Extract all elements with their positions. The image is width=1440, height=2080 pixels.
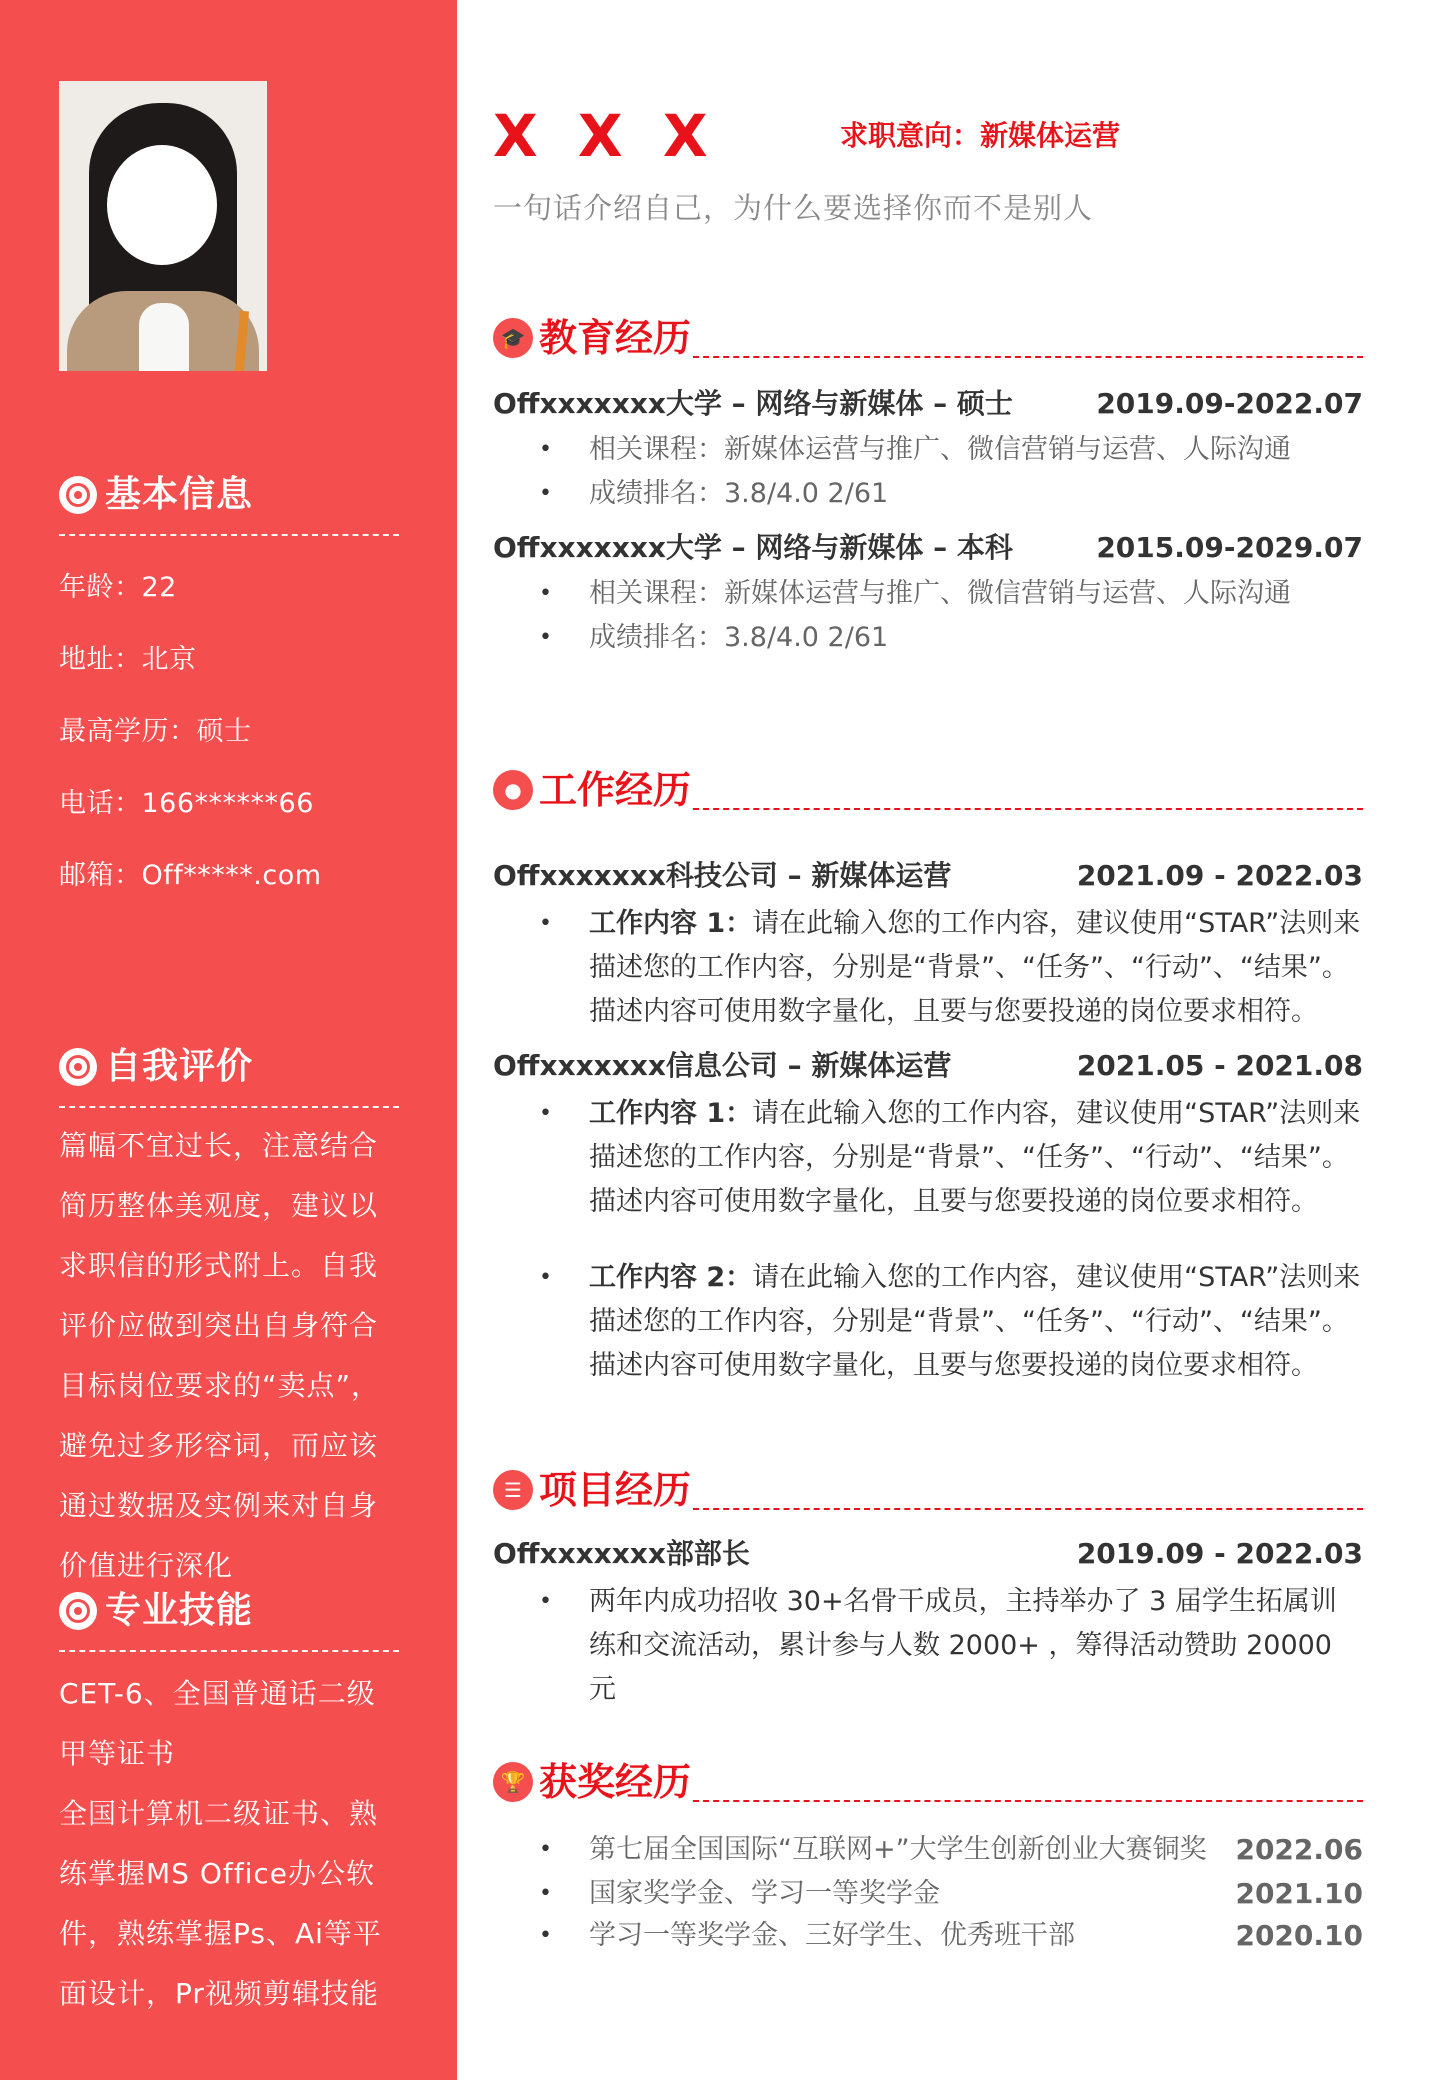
divider <box>693 1800 1363 1802</box>
list-item: • 相关课程：新媒体运营与推广、微信营销与运营、人际沟通 <box>493 572 1363 616</box>
info-email: 邮箱：Off*****.com <box>59 860 322 891</box>
education-title: 教育经历 <box>539 316 692 360</box>
info-degree: 最高学历：硕士 <box>59 716 252 747</box>
user-icon <box>59 476 97 514</box>
awards-section <box>493 1756 1363 1956</box>
main-content <box>457 0 1440 2080</box>
skills-title: 专业技能 <box>105 1590 254 1631</box>
award-name: • 国家奖学金、学习一等奖学金 <box>589 1878 940 1909</box>
graduation-cap-icon: 🎓 <box>493 318 533 358</box>
list-item: • 相关课程：新媒体运营与推广、微信营销与运营、人际沟通 <box>493 428 1363 472</box>
award-date: 2021.10 <box>1235 1877 1363 1910</box>
item-label: 工作内容 1： <box>589 908 753 939</box>
self-eval-section <box>59 1042 399 1596</box>
user-icon <box>59 1592 97 1630</box>
list-item <box>493 1916 1363 1956</box>
work-entry <box>493 1046 1363 1388</box>
item-label: 工作内容 2： <box>589 1262 753 1293</box>
education-section <box>493 312 1363 660</box>
list-item: • 成绩排名：3.8/4.0 2/61 <box>493 472 1363 516</box>
entry-date: 2021.05 - 2021.08 <box>1076 1049 1363 1082</box>
skills-section <box>59 1586 399 2024</box>
info-address: 地址：北京 <box>59 644 197 675</box>
awards-title: 获奖经历 <box>539 1760 692 1804</box>
project-section <box>493 1464 1363 1712</box>
entry-date: 2019.09-2022.07 <box>1096 387 1363 420</box>
entry-date: 2019.09 - 2022.03 <box>1076 1537 1363 1570</box>
work-title: 工作经历 <box>539 768 692 812</box>
item-text: 请在此输入您的工作内容，建议使用“STAR”法则来描述您的工作内容，分别是“背景”、“任务”、“行动”、“结果”。描述内容可使用数字量化，且要与您要投递的岗位要求相符。 <box>589 908 1361 1027</box>
divider <box>693 1508 1363 1510</box>
job-intention: 求职意向：新媒体运营 <box>840 119 1121 152</box>
basic-info-title: 基本信息 <box>105 474 254 515</box>
company-name: Offxxxxxxx信息公司 – 新媒体运营 <box>493 1049 952 1082</box>
basic-info-section <box>59 470 399 894</box>
award-date: 2022.06 <box>1235 1833 1363 1866</box>
self-eval-text: 篇幅不宜过长，注意结合简历整体美观度，建议以求职信的形式附上。自我评价应做到突出自身符合目标岗位要求的“卖点”，避免过多形容词，而应该通过数据及实例来对自身价值进行深化 <box>59 1129 381 1582</box>
divider <box>59 534 399 536</box>
project-role: Offxxxxxxx部部长 <box>493 1537 750 1570</box>
project-title: 项目经历 <box>539 1468 692 1512</box>
skill-item: CET-6、全国普通话二级甲等证书 <box>59 1677 376 1770</box>
divider <box>693 356 1363 358</box>
list-item: • 两年内成功招收 30+名骨干成员，主持举办了 3 届学生拓属训练和交流活动，累计参与人数 2000+ ，筹得活动赞助 20000 元 <box>493 1580 1363 1712</box>
list-item <box>493 902 1363 1034</box>
item-text: 请在此输入您的工作内容，建议使用“STAR”法则来描述您的工作内容，分别是“背景”、“任务”、“行动”、“结果”。描述内容可使用数字量化，且要与您要投递的岗位要求相符。 <box>589 1098 1361 1217</box>
user-icon <box>59 1048 97 1086</box>
self-eval-title: 自我评价 <box>105 1046 254 1087</box>
divider <box>693 808 1363 810</box>
list-item: • 成绩排名：3.8/4.0 2/61 <box>493 616 1363 660</box>
award-name: • 第七届全国国际“互联网+”大学生创新创业大赛铜奖 <box>589 1834 1207 1865</box>
candidate-name: X X X <box>493 102 718 170</box>
company-name: Offxxxxxxx科技公司 – 新媒体运营 <box>493 859 952 892</box>
divider <box>59 1650 399 1652</box>
award-name: • 学习一等奖学金、三好学生、优秀班干部 <box>589 1920 1075 1951</box>
list-item <box>493 1872 1363 1916</box>
education-entry <box>493 528 1363 660</box>
work-entry <box>493 856 1363 1034</box>
list-icon: ☰ <box>493 1470 533 1510</box>
award-date: 2020.10 <box>1235 1919 1363 1952</box>
divider <box>59 1106 399 1108</box>
work-section <box>493 764 1363 1388</box>
skill-item: 全国计算机二级证书、熟练掌握MS Office办公软件，熟练掌握Ps、Ai等平面设计，Pr视频剪辑技能 <box>59 1797 382 2010</box>
list-item <box>493 1828 1363 1872</box>
entry-date: 2021.09 - 2022.03 <box>1076 859 1363 892</box>
list-item <box>493 1256 1363 1388</box>
item-label: 工作内容 1： <box>589 1098 753 1129</box>
trophy-icon: 🏆 <box>493 1762 533 1802</box>
education-entry <box>493 384 1363 516</box>
list-item <box>493 1092 1363 1224</box>
info-age: 年龄：22 <box>59 572 177 603</box>
item-text: 请在此输入您的工作内容，建议使用“STAR”法则来描述您的工作内容，分别是“背景”、“任务”、“行动”、“结果”。描述内容可使用数字量化，且要与您要投递的岗位要求相符。 <box>589 1262 1361 1381</box>
profile-photo <box>59 81 267 371</box>
tagline: 一句话介绍自己，为什么要选择你而不是别人 <box>493 191 1094 225</box>
sidebar <box>0 0 457 2080</box>
info-phone: 电话：166******66 <box>59 788 314 819</box>
project-entry <box>493 1534 1363 1712</box>
school-name: Offxxxxxxx大学 – 网络与新媒体 – 本科 <box>493 531 1013 564</box>
entry-date: 2015.09-2029.07 <box>1096 531 1363 564</box>
school-name: Offxxxxxxx大学 – 网络与新媒体 – 硕士 <box>493 387 1013 420</box>
user-icon: ● <box>493 770 533 810</box>
